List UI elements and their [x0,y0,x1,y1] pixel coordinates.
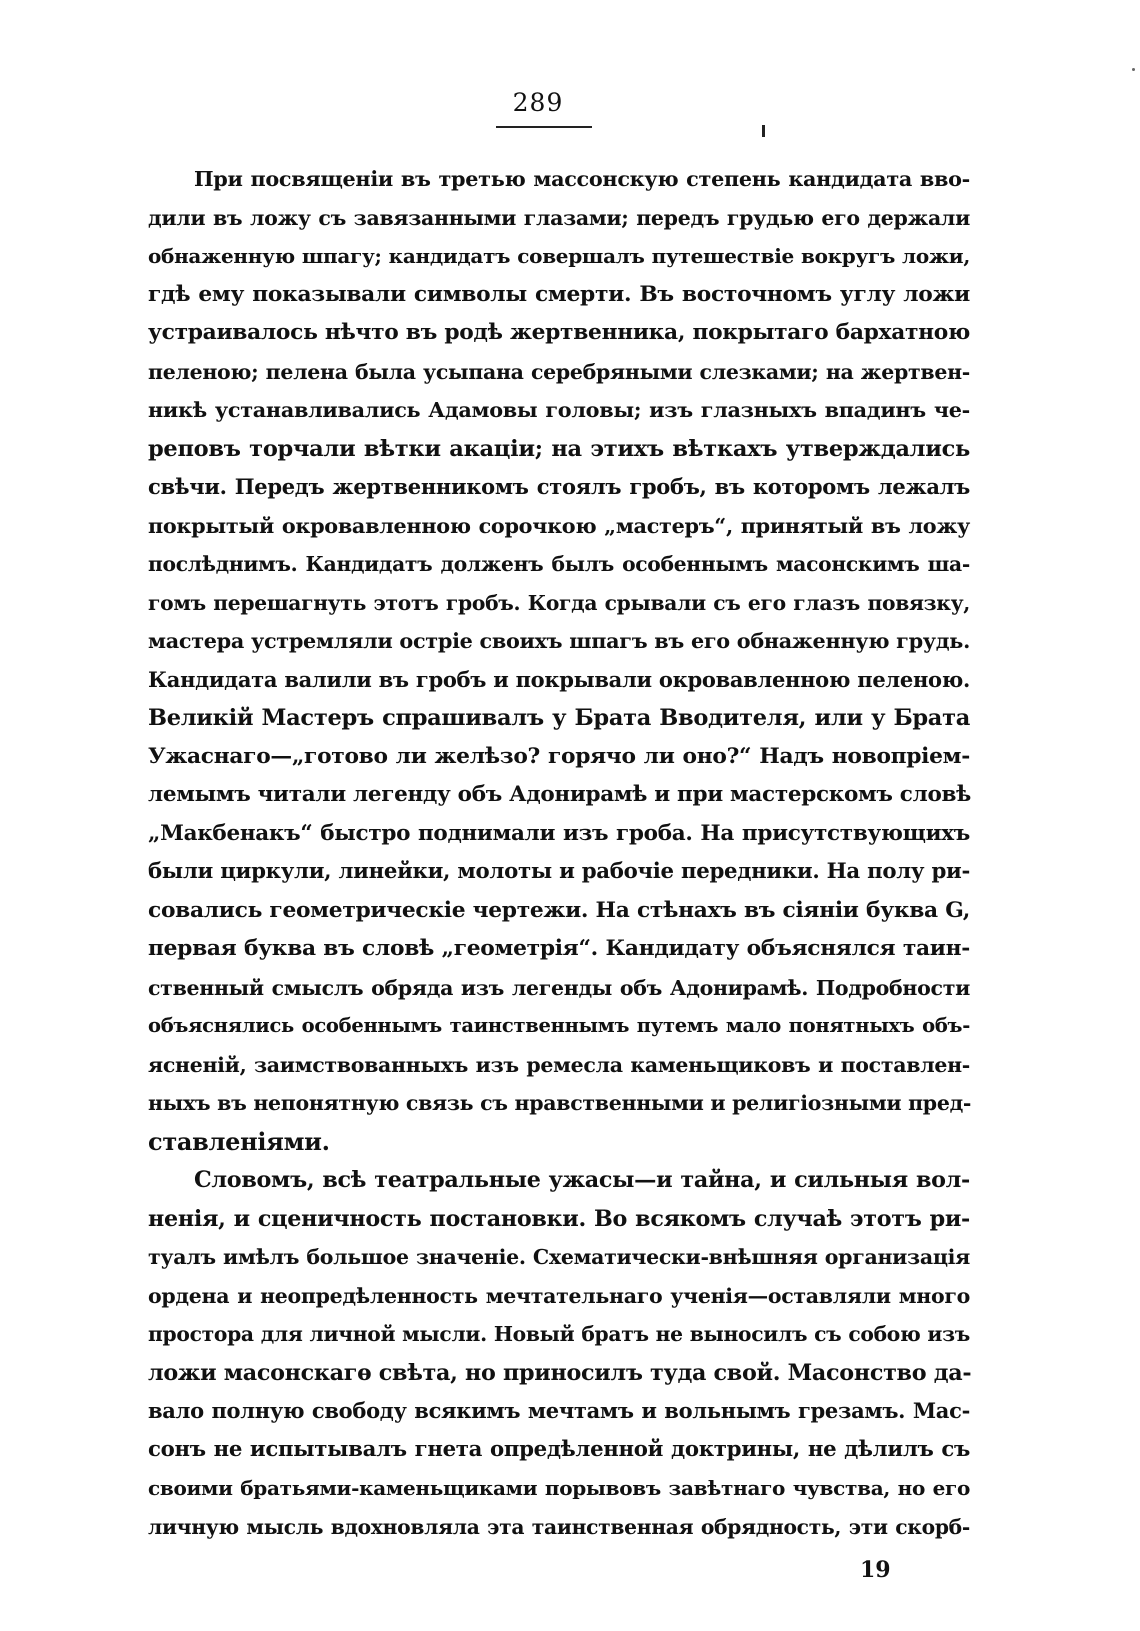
page-number-rule [496,126,592,128]
text-line: „Макбенакъ“ быстро поднимали изъ гроба. На присутствующихъ [148,820,970,846]
text-line: послѣднимъ. Кандидатъ долженъ былъ особеннымъ масонскимъ ша- [148,552,970,576]
text-line: были циркули, линейки, молоты и рабочіе передники. На полу ри- [148,859,970,884]
text-line: простора для личной мысли. Новый братъ не выносилъ съ собою изъ [148,1322,970,1346]
text-line: вало полную свободу всякимъ мечтамъ и вольнымъ грезамъ. Мас- [148,1398,970,1423]
text-line: Великій Мастеръ спрашивалъ у Брата Вводителя, или у Брата [148,705,970,731]
page-number: 289 [512,88,564,117]
text-line: ложи масонскагѳ свѣта, но приносилъ туда свой. Масонство да- [148,1359,972,1386]
text-line: Ужаснаго—„готово ли желѣзо? горячо ли оно?“ Надъ новопріем- [148,743,970,769]
text-line: своими братьями-каменьщиками порывовъ завѣтнаго чувства, но его [148,1476,970,1500]
text-line: Словомъ, всѣ театральные ужасы—и тайна, и сильныя вол- [194,1167,970,1193]
text-line: покрытый окровавленною сорочкою „мастеръ“, принятый въ ложу [148,513,970,538]
signature-mark: 19 [860,1557,891,1583]
text-line: лемымъ читали легенду объ Адонирамѣ и при мастерскомъ словѣ [148,782,971,807]
text-line: дили въ ложу съ завязанными глазами; передъ грудью его держали [148,205,970,230]
text-line: туалъ имѣлъ большое значеніе. Схематически-внѣшняя организація [148,1245,970,1269]
print-mark [762,125,765,137]
text-line: ныхъ въ непонятную связь съ нравственными и религіозными пред- [148,1091,972,1115]
text-line: никѣ устанавливались Адамовы головы; изъ глазныхъ впадинъ че- [148,398,970,422]
text-line: ственный смыслъ обряда изъ легенды объ Адонирамѣ. Подробности [148,975,970,1000]
text-line: Кандидата валили въ гробъ и покрывали окровавленною пеленою. [148,666,970,692]
text-line: свѣчи. Передъ жертвенникомъ стоялъ гробъ, въ которомъ лежалъ [148,474,970,499]
text-line: обнаженную шпагу; кандидатъ совершалъ путешествіе вокругъ ложи, [148,244,970,268]
text-line: ясненій, заимствованныхъ изъ ремесла каменьщиковъ и поставлен- [148,1052,970,1077]
body-text [148,160,970,1546]
text-line: реповъ торчали вѣтки акаціи; на этихъ вѣткахъ утверждались [148,435,970,462]
text-line: При посвященіи въ третью массонскую степень кандидата вво- [194,167,970,191]
text-line: гдѣ ему показывали символы смерти. Въ восточномъ углу ложи [148,281,970,307]
text-line: мастера устремляли остріе своихъ шпагъ въ его обнаженную грудь. [148,629,970,653]
text-line: сонъ не испытывалъ гнета опредѣленной доктрины, не дѣлилъ съ [148,1436,970,1462]
text-line: ставленіями. [148,1126,330,1156]
text-line: устраивалось нѣчто въ родѣ жертвенника, покрытаго бархатною [148,320,970,345]
scan-speck [1132,68,1135,71]
text-line: совались геометрическіе чертежи. На стѣнахъ въ сіяніи буква G, [148,897,970,923]
text-line: объяснялись особеннымъ таинственнымъ путемъ мало понятныхъ объ- [148,1014,970,1037]
text-line: гомъ перешагнуть этотъ гробъ. Когда срывали съ его глазъ повязку, [148,590,970,615]
text-line: ордена и неопредѣленность мечтательнаго ученія—оставляли много [148,1283,970,1308]
text-line: пеленою; пелена была усыпана серебряными слезками; на жертвен- [148,359,970,384]
text-line: личную мысль вдохновляла эта таинственная обрядность, эти скорб- [148,1514,970,1539]
text-line: ненія, и сценичность постановки. Во всякомъ случаѣ этотъ ри- [148,1205,970,1232]
text-line: первая буква въ словѣ „геометрія“. Кандидату объяснялся таин- [148,936,970,961]
